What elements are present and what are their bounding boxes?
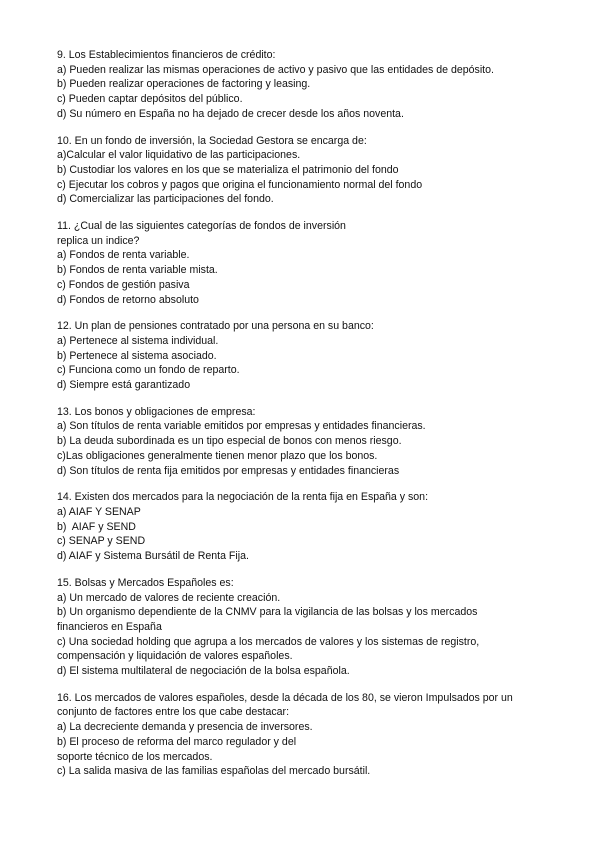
question-13-option-b: b) La deuda subordinada es un tipo especial de bonos con menos riesgo. xyxy=(57,435,402,448)
question-11 xyxy=(57,219,587,307)
question-10-option-d: d) Comercializar las participaciones del fondo. xyxy=(57,193,274,206)
question-15-option-a: a) Un mercado de valores de reciente creación. xyxy=(57,591,281,604)
question-12 xyxy=(57,319,587,393)
question-16-stem-continued: conjunto de factores entre los que cabe destacar: xyxy=(57,706,290,719)
question-11-option-d: d) Fondos de retorno absoluto xyxy=(57,293,199,306)
question-16-option-b-continued: soporte técnico de los mercados. xyxy=(57,750,213,763)
question-14-option-b: b) AIAF y SEND xyxy=(57,520,136,533)
question-12-stem: 12. Un plan de pensiones contratado por una persona en su banco: xyxy=(57,320,374,333)
question-15-option-b-continued: financieros en España xyxy=(57,620,162,633)
question-14-option-a: a) AIAF Y SENAP xyxy=(57,505,141,518)
question-11-option-b: b) Fondos de renta variable mista. xyxy=(57,264,218,277)
question-15-option-c-continued: compensación y liquidación de valores españoles. xyxy=(57,650,293,663)
question-14-stem: 14. Existen dos mercados para la negociación de la renta fija en España y son: xyxy=(57,491,429,504)
question-11-stem-continued: replica un indice? xyxy=(57,234,140,247)
question-15-option-c: c) Una sociedad holding que agrupa a los mercados de valores y los sistemas de registro, xyxy=(57,635,480,648)
question-12-option-c: c) Funciona como un fondo de reparto. xyxy=(57,364,240,377)
document-page xyxy=(57,48,587,791)
question-14 xyxy=(57,490,587,564)
question-14-option-c: c) SENAP y SEND xyxy=(57,535,146,548)
question-9-option-b: b) Pueden realizar operaciones de factoring y leasing. xyxy=(57,78,311,91)
question-10-option-a: a)Calcular el valor liquidativo de las participaciones. xyxy=(57,149,301,162)
question-16-option-b: b) El proceso de reforma del marco regulador y del xyxy=(57,735,297,748)
question-16-option-a: a) La decreciente demanda y presencia de inversores. xyxy=(57,721,313,734)
question-9-option-c: c) Pueden captar depósitos del público. xyxy=(57,93,243,106)
question-12-option-a: a) Pertenece al sistema individual. xyxy=(57,334,219,347)
question-9-option-a: a) Pueden realizar las mismas operaciones de activo y pasivo que las entidades de depósito. xyxy=(57,63,494,76)
question-16-stem: 16. Los mercados de valores españoles, desde la década de los 80, se vieron Impulsados por un xyxy=(57,691,513,704)
question-9-stem: 9. Los Establecimientos financieros de crédito: xyxy=(57,49,276,61)
question-12-option-d: d) Siempre está garantizado xyxy=(57,379,191,392)
question-9 xyxy=(57,48,587,122)
question-15 xyxy=(57,576,587,679)
question-15-option-b: b) Un organismo dependiente de la CNMV para la vigilancia de las bolsas y los mercados xyxy=(57,606,478,619)
question-13-option-a: a) Son títulos de renta variable emitidos por empresas y entidades financieras. xyxy=(57,420,426,433)
question-10 xyxy=(57,134,587,208)
question-16-option-c: c) La salida masiva de las familias españolas del mercado bursátil. xyxy=(57,765,371,778)
question-10-option-b: b) Custodiar los valores en los que se materializa el patrimonio del fondo xyxy=(57,163,399,176)
question-14-option-d: d) AIAF y Sistema Bursátil de Renta Fija. xyxy=(57,550,249,563)
question-13-option-d: d) Son títulos de renta fija emitidos por empresas y entidades financieras xyxy=(57,464,400,477)
question-10-stem: 10. En un fondo de inversión, la Sociedad Gestora se encarga de: xyxy=(57,134,367,147)
question-16 xyxy=(57,691,587,779)
question-15-stem: 15. Bolsas y Mercados Españoles es: xyxy=(57,576,234,589)
question-13-stem: 13. Los bonos y obligaciones de empresa: xyxy=(57,405,256,418)
question-13 xyxy=(57,405,587,479)
question-11-stem: 11. ¿Cual de las siguientes categorías de fondos de inversión xyxy=(57,220,346,233)
question-10-option-c: c) Ejecutar los cobros y pagos que origina el funcionamiento normal del fondo xyxy=(57,178,423,191)
question-13-option-c: c)Las obligaciones generalmente tienen menor plazo que los bonos. xyxy=(57,449,378,462)
question-12-option-b: b) Pertenece al sistema asociado. xyxy=(57,349,217,362)
question-9-option-d: d) Su número en España no ha dejado de crecer desde los años noventa. xyxy=(57,107,404,120)
question-11-option-c: c) Fondos de gestión pasiva xyxy=(57,278,190,291)
question-11-option-a: a) Fondos de renta variable. xyxy=(57,249,190,262)
question-15-option-d: d) El sistema multilateral de negociación de la bolsa española. xyxy=(57,665,350,678)
